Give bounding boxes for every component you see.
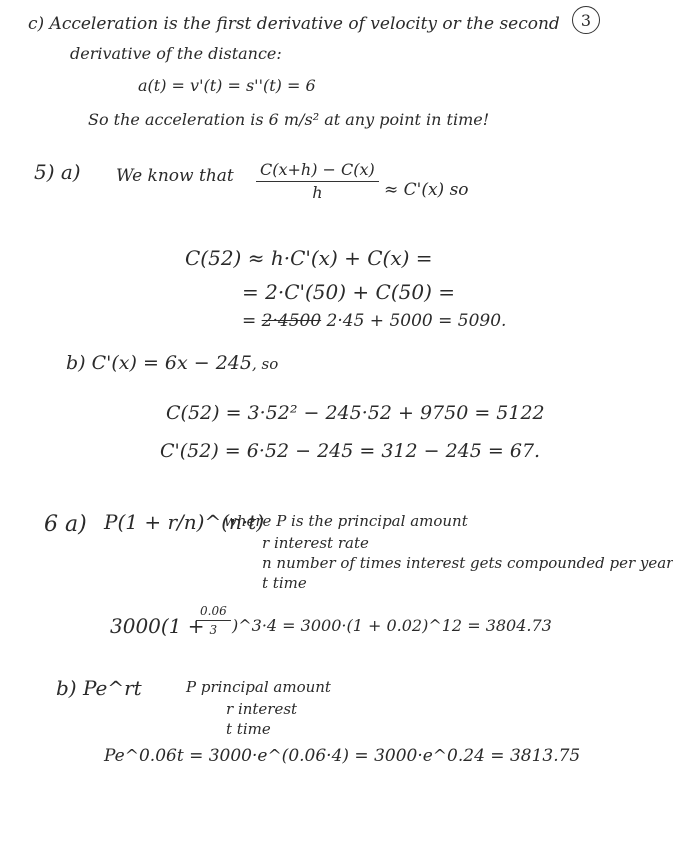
section-5b-cprime52: C'(52) = 6·52 − 245 = 312 − 245 = 67. — [160, 440, 541, 462]
section-6b-def-p: P principal amount — [186, 678, 331, 696]
section-6a-calc-start: 3000(1 + — [110, 614, 205, 638]
difference-quotient-numerator: C(x+h) − C(x) — [256, 162, 379, 182]
section-5a-label: 5) a) — [34, 160, 81, 184]
section-6a-calc-end: )^3·4 = 3000·(1 + 0.02)^12 = 3804.73 — [232, 616, 552, 635]
page-number-circle — [572, 6, 600, 34]
rate-fraction-denominator: 3 — [209, 623, 218, 637]
section-c-equation: a(t) = v'(t) = s''(t) = 6 — [138, 76, 316, 95]
section-5b-so: , so — [251, 355, 279, 373]
section-c-conclusion: So the acceleration is 6 m/s² at any point in time! — [88, 110, 490, 129]
section-6a-rate-fraction — [196, 605, 231, 636]
section-5a-step2: = 2·C'(50) + C(50) = — [242, 280, 455, 304]
section-c-line1: c) Acceleration is the first derivative of velocity or the second — [28, 14, 560, 34]
section-5a-intro: We know that — [116, 166, 234, 186]
struck-value: 2·4500 — [261, 311, 322, 331]
section-5b-derivative: b) C'(x) = 6x − 245 — [66, 352, 252, 374]
section-6a-def-r: r interest rate — [262, 534, 369, 552]
section-6b-label: b) Pe^rt — [56, 676, 142, 700]
section-6a-def-t: t time — [262, 574, 307, 592]
section-6b-def-r: r interest — [226, 700, 298, 718]
section-6b-def-t: t time — [226, 720, 271, 738]
section-5b-c52: C(52) = 3·52² − 245·52 + 9750 = 5122 — [166, 402, 545, 424]
section-c-line2: derivative of the distance: — [70, 44, 282, 63]
section-5b-label — [66, 354, 278, 373]
rate-fraction-numerator: 0.06 — [196, 605, 231, 621]
section-5a-step3-row: = 2·4500 2·45 + 5000 = 5090. — [242, 311, 507, 331]
section-5a-step1: C(52) ≈ h·C'(x) + C(x) = — [185, 246, 433, 270]
section-6a-formula: P(1 + r/n)^(n·t) — [104, 510, 265, 534]
section-5a-approx: ≈ C'(x) so — [384, 180, 469, 200]
section-6a-def-n: n number of times interest gets compounded per year — [262, 554, 673, 572]
section-5a-step3: 2·45 + 5000 = 5090. — [326, 311, 507, 331]
section-6b-calc: Pe^0.06t = 3000·e^(0.06·4) = 3000·e^0.24 = 3813.75 — [104, 746, 581, 766]
section-6a-def-p: where P is the principal amount — [224, 512, 468, 530]
section-6a-label: 6 a) — [44, 512, 87, 537]
difference-quotient — [256, 162, 379, 201]
difference-quotient-denominator: h — [312, 183, 323, 202]
page-number: 3 — [580, 10, 592, 30]
